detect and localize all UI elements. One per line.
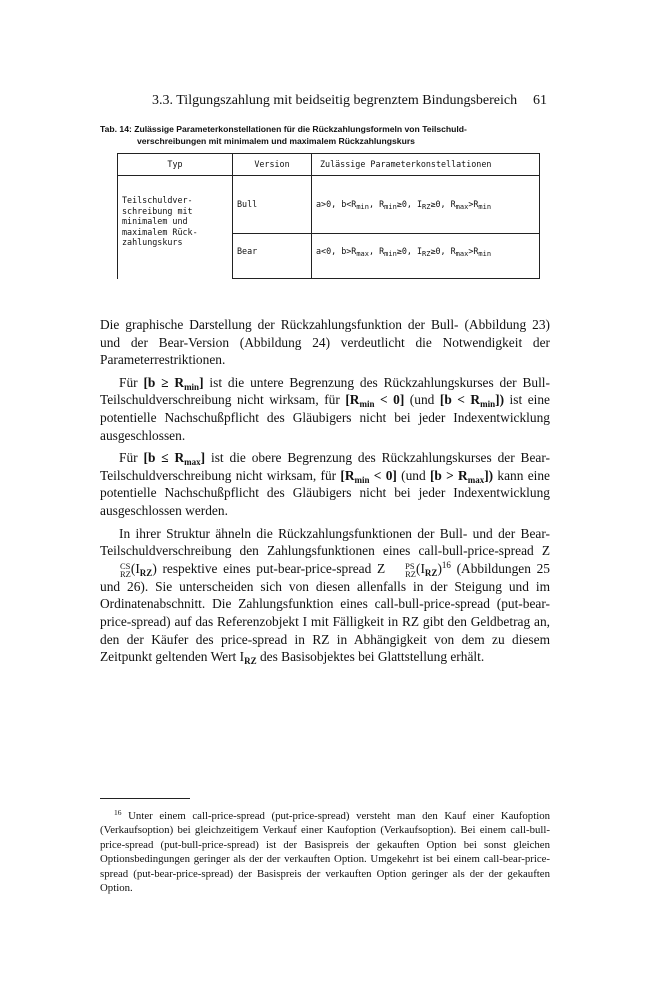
caption-label: Tab. 14:	[100, 124, 132, 134]
caption-line-2: verschreibungen mit minimalem und maximalem Rückzahlungskurs	[137, 135, 415, 146]
parameter-cell: a<0, $b>R_{max}$, $R_{min}\ge 0$, $I_{RZ}\ge 0$, $R_{max}>R_{min}$	[312, 234, 540, 279]
table-header-row	[118, 154, 540, 176]
table-caption	[100, 124, 570, 147]
caption-text-1: Zulässige Parameterkonstellationen für die Rückzahlungsformeln von Teilschuld-	[134, 124, 467, 134]
version-cell: Bear	[233, 234, 312, 279]
footnote	[100, 809, 550, 895]
running-header	[0, 93, 650, 113]
paragraph-4: In ihrer Struktur ähneln die Rückzahlungsfunktionen der Bull- und der Bear-Teilschuldverschreibung den Zahlungsfunktionen eines call-bull-price-spread Z CS RZ $(I_{RZ})$ respektive eines put-bear-price-spread Z PS RZ $(I_{RZ})^{16}$ (Abbildungen 25 und 26). Sie unterscheiden sich von diesen allenfalls in der Steigung und im Ordinatenabschnitt. Die Zahlungsfunktion eines call-bull-price-spread (put-bear-price-spread) auf das Referenzobjekt I mit Fälligkeit in RZ gibt den Geldbetrag an, den der Käufer des price-spread in RZ in Abhängigkeit von dem zu diesem Zeitpunkt geltenden Wert $I_{RZ}$ des Basisobjektes bei Glattstellung erhält.	[100, 525, 550, 667]
footnote-divider	[100, 798, 190, 799]
page-number: 61	[533, 93, 547, 108]
footnote-text: Unter einem call-price-spread (put-price-spread) versteht man den Kauf einer Kaufoption (Verkaufsoption) bei gleichzeitigem Verkauf einer Kaufoption (Verkaufsoption). Bei einem call-bull-price-spread (put-bull-price-spread) ist der Basispreis der gekauften Option bei sonst gleichen Optionsbedingungen geringer als der der verkauften Option. Umgekehrt ist bei einem call-bear-price-spread (put-bear-price-spread) der Basispreis der verkauften Option geringer als der der gekauften Option.	[100, 810, 550, 895]
header-parameters: Zulässige Parameterkonstellationen	[312, 154, 540, 176]
formula-put-spread: Z PS RZ $(I_{RZ})$	[376, 560, 442, 579]
footnote-number: 16	[114, 808, 122, 817]
table-row	[118, 176, 540, 234]
caption-line-1	[100, 124, 570, 136]
paragraph-3: Für $[b \le R_{max}]$ ist die obere Begrenzung des Rückzahlungskurses der Bear-Teilschuldverschreibung nicht wirksam, für $[R_{min} < 0]$ (und $[b > R_{max}]$) kann eine potentielle Nachschußpflicht des Gläubigers nicht bei jeder Indexentwicklung ausgeschlossen werden.	[100, 450, 551, 518]
type-cell: Teilschuldver- schreibung mit minimalem und maximalem Rück- zahlungskurs	[118, 176, 233, 279]
paragraph-2: Für $[b \ge R_{min}]$ ist die untere Begrenzung des Rückzahlungskurses der Bull-Teilschuldverschreibung nicht wirksam, für $[R_{min} < 0]$ (und $[b < R_{min}]$) ist eine potentielle Nachschußpflicht des Gläubigers nicht bei jeder Indexentwicklung ausgeschlossen.	[100, 374, 551, 443]
footnote-ref: 16	[441, 559, 451, 570]
body-text	[100, 316, 550, 671]
parameter-cell: a>0, $b<R_{min}$, $R_{min}\ge 0$, $I_{RZ}\ge 0$, $R_{max}>R_{min}$	[312, 176, 540, 234]
header-typ: Typ	[118, 154, 233, 176]
section-title: 3.3. Tilgungszahlung mit beidseitig begrenztem Bindungsbereich	[152, 93, 518, 108]
parameter-table	[117, 153, 540, 279]
header-version: Version	[233, 154, 312, 176]
paragraph-1: Die graphische Darstellung der Rückzahlungsfunktion der Bull- (Abbildung 23) und der Bear-Version (Abbildung 24) verdeutlicht die Notwendigkeit der Parameterrestriktionen.	[100, 317, 550, 368]
version-cell: Bull	[233, 176, 312, 234]
formula-call-spread: Z CS RZ $(I_{RZ})$	[120, 543, 550, 579]
